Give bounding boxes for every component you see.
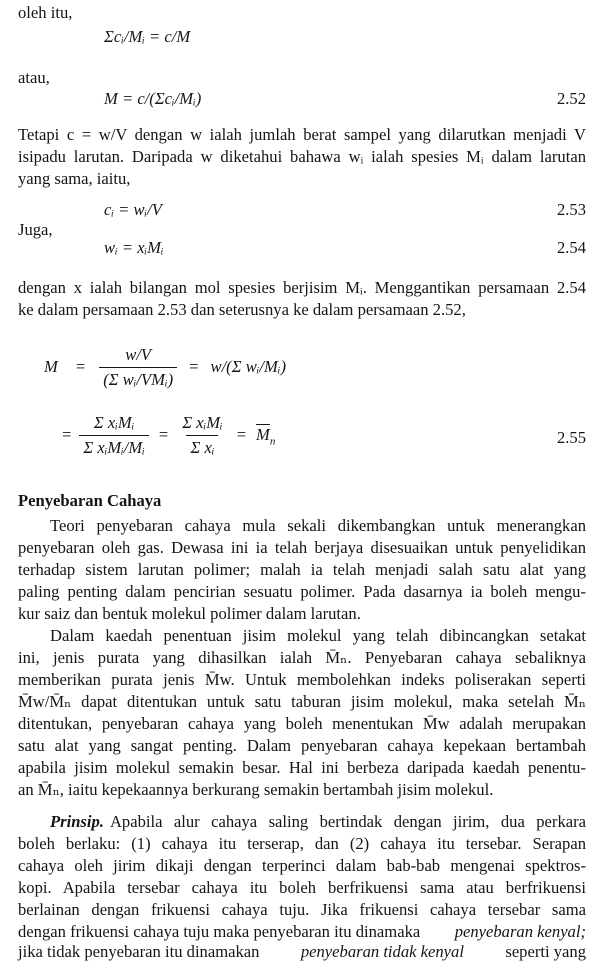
math-equals: = (236, 425, 247, 445)
paragraph-line (50, 811, 586, 833)
equation-sum-ci-mi: Σcᵢ/Mᵢ = c/M (104, 27, 191, 46)
equation-number: 2.52 (556, 89, 586, 108)
paragraph-text: seperti yang (505, 942, 586, 961)
fraction-sum-xi (178, 412, 226, 458)
paragraph-text: jika tidak penyebaran itu dinamakan (18, 942, 260, 961)
math-mn: $\overline{M}_n$ (256, 425, 276, 448)
paragraph-line: isipadu larutan. Daripada w diketahui bahawa wᵢ ialah spesies Mᵢ dalam larutan (18, 147, 586, 166)
math-expression: w/(Σ wᵢ/Mᵢ) (210, 357, 286, 377)
paragraph-text: dengan frikuensi cahaya tuju maka penyebaran itu dinamaka (18, 922, 421, 941)
math-equals: = (62, 425, 72, 445)
equation-number: 2.53 (556, 200, 586, 219)
fraction-sum-ximi (79, 412, 149, 458)
equation-m-line2 (62, 412, 275, 458)
emphasis-text: penyebaran kenyal; (454, 922, 586, 941)
fraction-numerator: Σ xᵢMᵢ (182, 413, 223, 432)
fraction-w-over-v (99, 344, 177, 390)
paragraph-line: paling penting dalam pencirian sesuatu polimer. Pada dasarnya ia boleh mengu- (18, 582, 586, 601)
paragraph-line: cahaya oleh jirim dikaji dengan terperinci dalam bab-bab mengenai spektros- (18, 856, 586, 875)
paragraph-line: boleh berlaku: (1) cahaya itu terserap, dan (2) cahaya itu tersebar. Serapan (18, 834, 586, 853)
equation-2-52: M = c/(Σcᵢ/Mᵢ) (104, 89, 202, 108)
fraction-denominator: Σ xᵢ (186, 435, 218, 459)
paragraph-line (18, 921, 586, 943)
paragraph-line: penyebaran oleh gas. Dewasa ini ia telah berjaya disesuaikan untuk penyelidikan (18, 538, 586, 557)
paragraph-line: memberikan purata jenis M̄w. Untuk membolehkan indeks poliserakan seperti (18, 670, 586, 689)
paragraph-line-partial (18, 941, 586, 961)
paragraph-line: kur saiz dan bentuk molekul polimer dalam larutan. (18, 604, 361, 623)
paragraph-line: ditentukan, penyebaran cahaya yang boleh menentukan M̄w adalah merupakan (18, 714, 586, 733)
equation-number: 2.54 (556, 238, 586, 257)
text-line: Juga, (18, 220, 53, 239)
paragraph-line: ini, jenis purata yang dihasilkan ialah M̄ₙ. Penyebaran cahaya sebaliknya (18, 648, 586, 667)
paragraph-line: apabila jisim molekul semakin besar. Hal ini berbeza daripada kaedah penentu- (18, 758, 586, 777)
paragraph-line: yang sama, iaitu, (18, 169, 131, 188)
fraction-numerator: Σ xᵢMᵢ (93, 413, 135, 432)
equation-number: 2.55 (556, 428, 586, 447)
paragraph-line: Teori penyebaran cahaya mula sekali dikembangkan untuk menerangkan (50, 516, 586, 535)
paragraph-line: satu alat yang sangat penting. Dalam penyebaran cahaya kepekaan bertambah (18, 736, 586, 755)
paragraph-line: an M̄ₙ, iaitu kepekaannya berkurang semakin bertambah jisim molekul. (18, 780, 494, 799)
math-equals: = (189, 357, 199, 377)
fraction-denominator: Σ xᵢMᵢ/Mᵢ (79, 435, 149, 459)
equation-2-53: cᵢ = wᵢ/V (104, 200, 162, 219)
math-m: M (44, 357, 58, 377)
paragraph-line: ke dalam persamaan 2.53 dan seterusnya ke dalam persamaan 2.52, (18, 300, 466, 319)
paragraph-line: dengan x ialah bilangan mol spesies berjisim Mᵢ. Menggantikan persamaan 2.54 (18, 278, 586, 297)
paragraph-text: Apabila alur cahaya saling bertindak dengan jirim, dua perkara (109, 812, 586, 831)
equation-2-54: wᵢ = xᵢMᵢ (104, 238, 164, 257)
paragraph-line: Dalam kaedah penentuan jisim molekul yang telah dibincangkan setakat (50, 626, 586, 645)
fraction-numerator: w/V (125, 345, 152, 364)
paragraph-line: M̄w/M̄ₙ dapat ditentukan untuk satu taburan jisim molekul, maka setelah M̄ₙ (18, 692, 586, 711)
equation-m-line1 (44, 344, 286, 390)
section-heading: Penyebaran Cahaya (18, 491, 162, 510)
emphasis-text: penyebaran tidak kenyal (300, 942, 464, 961)
paragraph-line: kopi. Apabila tersebar cahaya itu boleh berfrikuensi sama atau berfrikuensi (18, 878, 586, 897)
paragraph-line: terhadap sistem larutan polimer; malah ia telah menjadi salah satu alat yang (18, 560, 586, 579)
text-line: oleh itu, (18, 3, 73, 22)
fraction-denominator: (Σ wᵢ/VMᵢ) (99, 367, 177, 391)
math-equals: = (75, 357, 86, 377)
math-equals: = (158, 425, 169, 445)
paragraph-line: Tetapi c = w/V dengan w ialah jumlah berat sampel yang dilarutkan menjadi V (18, 125, 586, 144)
paragraph-line: berlainan dengan frikuensi cahaya tuju. Jika frikuensi cahaya tersebar sama (18, 900, 586, 919)
prinsip-label: Prinsip. (50, 812, 104, 831)
text-line: atau, (18, 68, 50, 87)
